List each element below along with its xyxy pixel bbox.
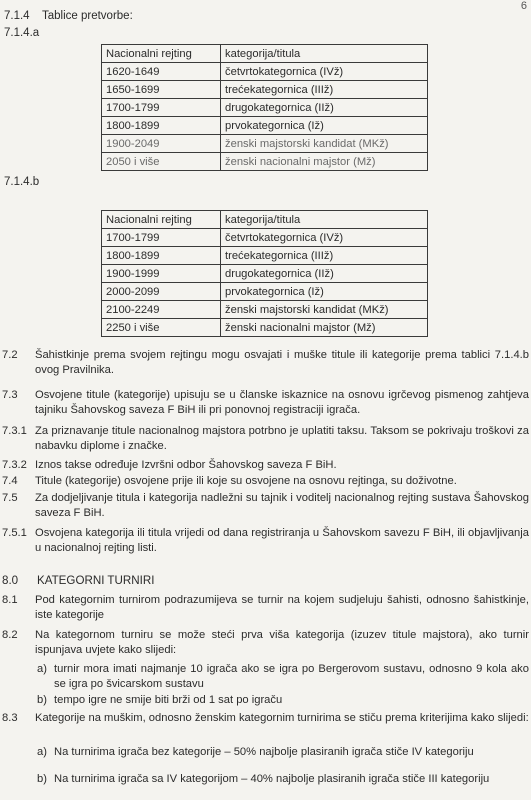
heading-text: Tablice pretvorbe:	[42, 10, 133, 22]
paragraph-text: Šahistkinje prema svojem rejtingu mogu osvajati i muške titule ili kategorije prema tablici 7.1.4.b ovog Pravilnika.	[35, 349, 529, 377]
list-label: a)	[37, 746, 47, 758]
paragraph-number: 7.3.2	[2, 459, 27, 471]
list-item-8-3-b	[37, 772, 529, 787]
cell-rating: 2250 i više	[102, 319, 221, 337]
paragraph-number: 8.2	[2, 629, 18, 641]
table-row	[102, 265, 428, 283]
paragraph-text: Kategorije na muškim, odnosno ženskim kategornim turnirima se stiču prema kriterijima kako slijedi:	[35, 712, 529, 724]
list-text: turnir mora imati najmanje 10 igrača ako se igra po Bergerovom sustavu, odnosno 9 kola ako se igra po švicarskom sustavu	[54, 663, 529, 691]
paragraph-number: 7.3	[2, 389, 18, 401]
table-row	[102, 319, 428, 337]
table-label-a: 7.1.4.a	[4, 27, 40, 39]
cell-category: ženski nacionalni majstor (Mž)	[221, 319, 428, 337]
paragraph-8-3	[0, 711, 529, 726]
header-rating: Nacionalni rejting	[102, 211, 221, 229]
paragraph-7-2	[0, 348, 529, 378]
paragraph-number: 7.5.1	[2, 527, 27, 539]
cell-rating: 1800-1899	[102, 247, 221, 265]
cell-category: prvokategornica (Iž)	[221, 117, 428, 135]
table-row	[102, 135, 428, 153]
paragraph-number: 7.3.1	[2, 425, 27, 437]
cell-category: trećekategornica (IIIž)	[221, 247, 428, 265]
page-number: 6	[520, 0, 527, 12]
header-category: kategorija/titula	[221, 45, 428, 63]
cell-rating: 2000-2099	[102, 283, 221, 301]
table-label-b: 7.1.4.b	[4, 176, 40, 188]
paragraph-text: Pod kategornim turnirom podrazumijeva se turnir na kojem sudjeluju šahisti, odnosno šahistkinje, iste kategorije	[35, 594, 529, 622]
section-heading-8	[2, 574, 154, 587]
paragraph-7-3	[0, 388, 529, 418]
table-row	[102, 117, 428, 135]
cell-category: četvrtokategornica (IVž)	[221, 63, 428, 81]
cell-category: trećekategornica (IIIž)	[221, 81, 428, 99]
section-number: 8.0	[2, 574, 19, 587]
list-item-8-2-a	[37, 662, 529, 692]
paragraph-text: Titule (kategorije) osvojene prije ili koje su osvojene na osnovu rejtinga, su doživotne.	[35, 475, 457, 487]
cell-category: ženski majstorski kandidat (MKž)	[221, 135, 428, 153]
table-row	[102, 81, 428, 99]
paragraph-7-3-1	[0, 424, 529, 454]
heading-number: 7.1.4	[4, 10, 30, 22]
paragraph-number: 7.4	[2, 475, 18, 487]
cell-rating: 1900-1999	[102, 265, 221, 283]
list-label: b)	[37, 773, 47, 785]
cell-category: ženski majstorski kandidat (MKž)	[221, 301, 428, 319]
paragraph-7-5	[0, 491, 529, 521]
paragraph-7-4	[0, 474, 529, 489]
paragraph-text: Osvojene titule (kategorije) upisuju se u članske iskaznice na osnovu igrčevog pismenog zahtjeva tajniku Šahovskog saveza F BiH ili pri ponovnoj registraciji igrača.	[35, 389, 529, 417]
list-text: Na turnirima igrača sa IV kategorijom – 40% najbolje plasiranih igrača stiče III kategoriju	[54, 773, 490, 785]
list-item-8-2-b	[37, 693, 529, 708]
paragraph-text: Na kategornom turniru se može steći prva viša kategorija (izuzev titule majstora), ako turnir ispunjava uvjete kako slijedi:	[35, 629, 529, 657]
cell-rating: 1650-1699	[102, 81, 221, 99]
cell-rating: 2100-2249	[102, 301, 221, 319]
list-label: b)	[37, 694, 47, 706]
cell-rating: 1800-1899	[102, 117, 221, 135]
paragraph-7-5-1	[0, 526, 529, 556]
list-text: Na turnirima igrača bez kategorije – 50% najbolje plasiranih igrača stiče IV kategoriju	[54, 746, 474, 758]
cell-category: prvokategornica (Iž)	[221, 283, 428, 301]
table-row	[102, 283, 428, 301]
list-label: a)	[37, 663, 47, 675]
paragraph-text: Za dodjeljivanje titula i kategorija nadležni su tajnik i voditelj nacionalnog rejting sustava Šahovskog saveza F BiH.	[35, 492, 529, 520]
paragraph-text: Za priznavanje titule nacionalnog majstora potrbno je uplatiti taksu. Taksom se pokrivaju troškovi za nabavku diplome i značke.	[35, 425, 529, 453]
cell-category: četvrtokategornica (IVž)	[221, 229, 428, 247]
table-header-row	[102, 45, 428, 63]
header-rating: Nacionalni rejting	[102, 45, 221, 63]
section-heading-7-1-4	[4, 10, 133, 22]
list-text: tempo igre ne smije biti brži od 1 sat po igraču	[54, 694, 283, 706]
cell-rating: 1700-1799	[102, 229, 221, 247]
paragraph-number: 8.1	[2, 594, 18, 606]
list-item-8-3-a	[37, 745, 529, 760]
table-header-row	[102, 211, 428, 229]
paragraph-number: 7.5	[2, 492, 18, 504]
cell-rating: 2050 i više	[102, 153, 221, 171]
paragraph-8-2	[0, 628, 529, 658]
table-row	[102, 301, 428, 319]
table-row	[102, 229, 428, 247]
header-category: kategorija/titula	[221, 211, 428, 229]
paragraph-number: 8.3	[2, 712, 18, 724]
cell-rating: 1700-1799	[102, 99, 221, 117]
table-row	[102, 153, 428, 171]
cell-category: drugokategornica (IIž)	[221, 265, 428, 283]
rating-table-b	[101, 210, 428, 337]
cell-category: ženski nacionalni majstor (Mž)	[221, 153, 428, 171]
paragraph-8-1	[0, 593, 529, 623]
section-title: KATEGORNI TURNIRI	[37, 574, 155, 587]
paragraph-7-3-2	[0, 458, 529, 473]
rating-table-a	[101, 44, 428, 171]
paragraph-text: Osvojena kategorija ili titula vrijedi od dana registriranja u Šahovskom savezu F BiH, ili objavljivanja u nacionalnoj rejting listi.	[35, 527, 529, 555]
table-row	[102, 247, 428, 265]
cell-rating: 1620-1649	[102, 63, 221, 81]
table-row	[102, 63, 428, 81]
table-row	[102, 99, 428, 117]
paragraph-number: 7.2	[2, 349, 18, 361]
cell-rating: 1900-2049	[102, 135, 221, 153]
paragraph-text: Iznos takse određuje Izvršni odbor Šahovskog saveza F BiH.	[35, 459, 337, 471]
cell-category: drugokategornica (IIž)	[221, 99, 428, 117]
